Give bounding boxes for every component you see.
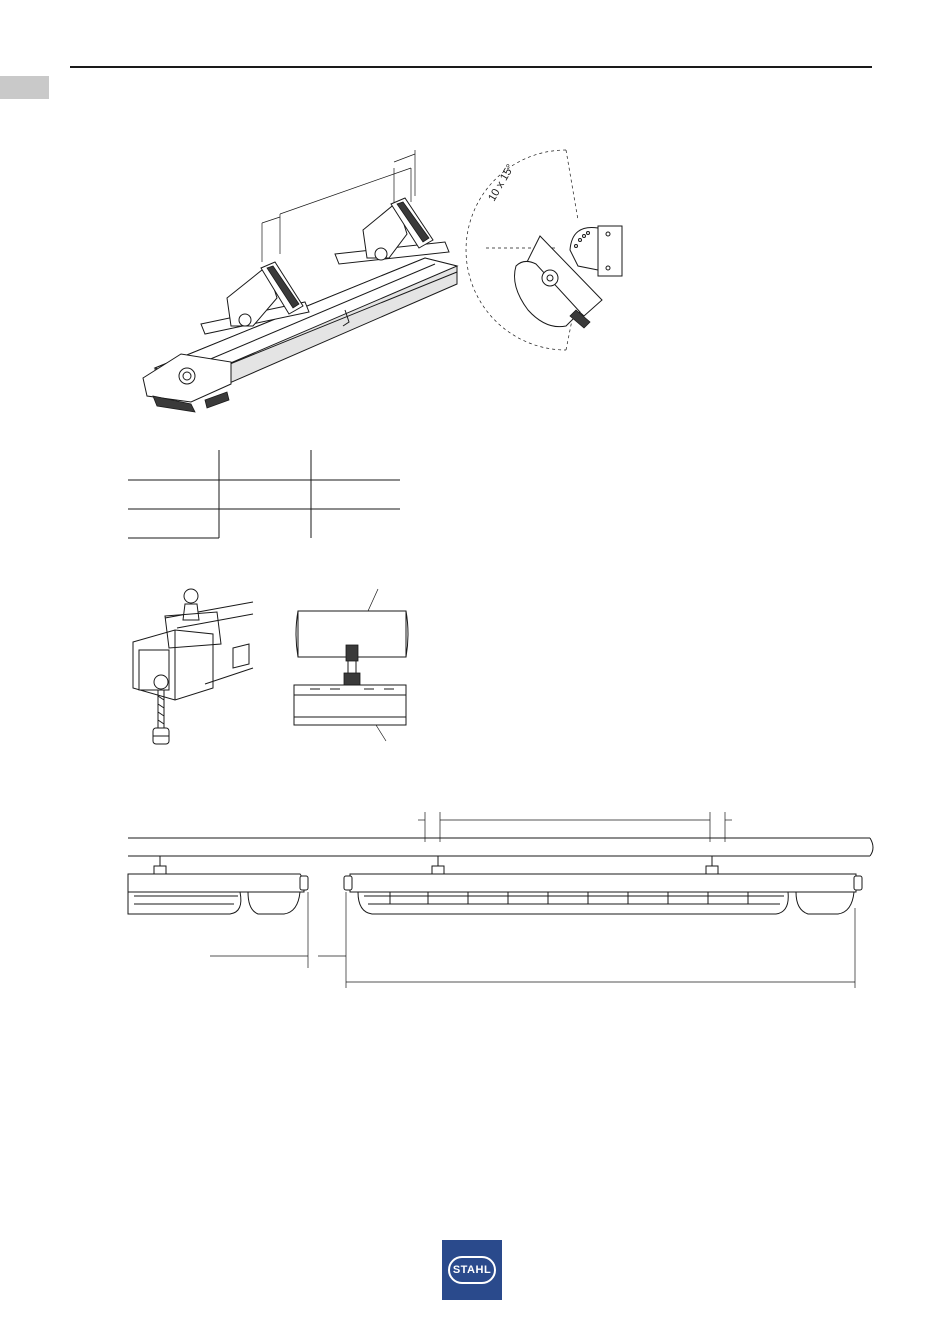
suspension-eye-figure — [125, 588, 255, 756]
tilt-angle-label: 10 x 15° — [486, 162, 517, 204]
stahl-logo — [442, 1240, 502, 1300]
logo-text: STAHL — [452, 1264, 492, 1276]
logo-badge — [448, 1256, 496, 1284]
dimension-table — [128, 450, 403, 540]
continuous-row-figure — [128, 808, 880, 993]
header-rule — [70, 66, 872, 68]
tilt-range-figure — [480, 140, 640, 365]
suspension-cross-section-figure — [290, 585, 410, 745]
bracket-mounting-figure — [135, 148, 465, 418]
side-tab — [0, 76, 49, 99]
